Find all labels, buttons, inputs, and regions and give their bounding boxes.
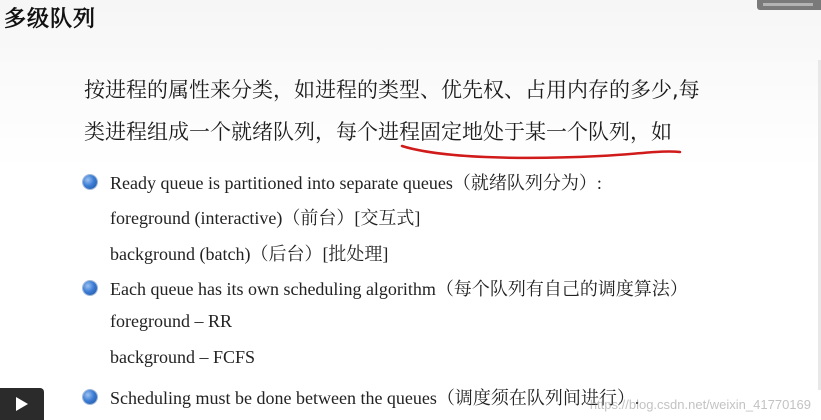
- bullet-1-text: Ready queue is partitioned into separate queues（就绪队列分为）:: [110, 173, 602, 193]
- paragraph-line-1: 按进程的属性来分类，如进程的类型、优先权、占用内存的多少,每: [84, 78, 700, 102]
- bullet-2-subitem-1: foreground – RR: [110, 311, 232, 331]
- bullet-dot-icon: [83, 175, 97, 189]
- watermark: https://blog.csdn.net/weixin_41770169: [589, 397, 811, 412]
- corner-logo: [757, 0, 821, 10]
- bullet-1-subitem-1: foreground (interactive)（前台）[交互式]: [110, 208, 421, 228]
- bullet-2-text: Each queue has its own scheduling algorithm（每个队列有自己的调度算法）: [110, 279, 688, 299]
- bullet-dot-icon: [83, 390, 97, 404]
- bullet-2-subitem-2: background – FCFS: [110, 347, 256, 367]
- bullet-1-subitem-2: background (batch)（后台）[批处理]: [110, 244, 389, 264]
- bullet-dot-icon: [83, 281, 97, 295]
- paragraph-line-2: 类进程组成一个就绪队列，每个进程固定地处于某一个队列，如: [84, 120, 672, 144]
- slide-title: 多级队列: [4, 7, 97, 32]
- bullet-3-text: Scheduling must be done between the queues（调度须在队列间进行）.: [110, 388, 640, 408]
- play-button[interactable]: [0, 388, 44, 420]
- red-underline-annotation: [400, 140, 682, 164]
